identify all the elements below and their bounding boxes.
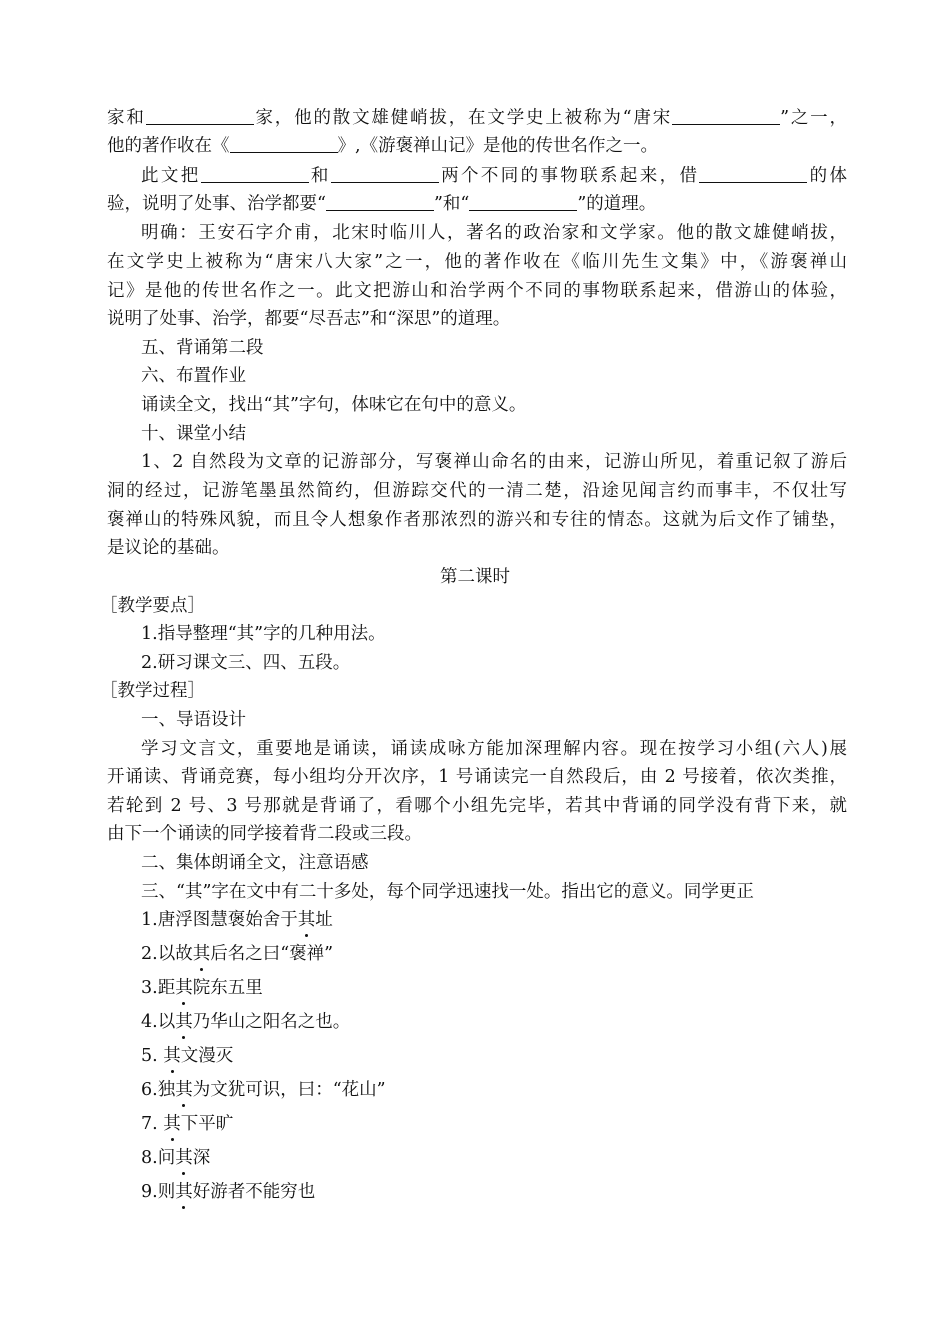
text: 深 [192,1148,211,1168]
emphasized-char: 其 [175,1080,193,1100]
example-sentence [141,942,333,966]
text: 家，他的散文雄健峭拔，在文学史上被称为“唐宋 [253,108,673,128]
text: 他的著作收在《 [107,136,230,156]
text: 验，说明了处事、治学都要“ [107,194,326,214]
summary-line: 1、2 自然段为文章的记游部分，写褒禅山命名的由来，记游山所见，着重记叙了游后 [141,452,847,472]
lesson-title: 第二课时 [440,567,510,587]
emphasized-char: 其 [297,910,316,930]
text: 家和 [107,108,146,128]
example-sentence [141,1078,386,1102]
answer-paragraph-line: 在文学史上被称为“唐宋八大家”之一，他的著作收在《临川先生文集》中，《游褒禅山 [107,252,847,272]
text: 两个不同的事物联系起来，借 [438,166,700,186]
intro-paragraph-line: 由下一个诵读的同学接着背二段或三段。 [107,824,422,844]
process-heading: ［教学过程］ [100,681,205,701]
text: 文漫灭 [180,1046,234,1066]
text: 下平旷 [180,1114,234,1134]
text: ”之一， [780,108,847,128]
summary-line: 褒禅山的特殊风貌，而且令人想象作者那浓烈的游兴和专往的情态。这就为后文作了铺垫， [107,510,847,530]
question-line-2 [107,134,658,158]
step-heading: 三、“其”字在文中有二十多处，每个同学迅速找一处。指出它的意义。同学更正 [141,882,754,902]
example-sentence [141,1146,210,1170]
step-heading: 二、集体朗诵全文，注意语感 [141,853,369,873]
summary-line: 是议论的基础。 [107,538,230,558]
text: 乃华山之阳名之也。 [192,1012,351,1032]
intro-paragraph-line: 学习文言文，重要地是诵读，诵读成咏方能加深理解内容。现在按学习小组(六人)展 [141,739,847,759]
step-heading: 一、导语设计 [141,710,246,730]
text: 为文犹可识，曰：“花山” [192,1080,386,1100]
text: 的体 [807,166,848,186]
text: 4.以 [141,1012,176,1032]
step-heading: 六、布置作业 [141,366,246,386]
text: 9.则 [141,1182,176,1202]
text: 和 [308,166,331,186]
text: ”和“ [433,194,470,214]
example-sentence [141,1180,315,1204]
example-sentence [141,1044,233,1068]
answer-blank[interactable] [699,166,807,183]
text: 好游者不能穷也 [192,1182,316,1202]
emphasized-char: 其 [175,1012,193,1032]
intro-paragraph-line: 开诵读、背诵竞赛，每小组均分开次序，1 号诵读完一自然段后，由 2 号接着，依次类推， [107,767,847,787]
text: 8.问 [141,1148,176,1168]
question-line-3 [141,164,847,188]
answer-blank[interactable] [672,108,780,125]
step-heading: 五、背诵第二段 [141,338,264,358]
text: 6.独 [141,1080,176,1100]
example-sentence [141,1112,233,1136]
example-sentence [141,976,263,1000]
text: 院东五里 [192,978,263,998]
answer-blank[interactable] [331,166,439,183]
key-points-heading: ［教学要点］ [100,596,205,616]
answer-blank[interactable] [469,194,577,211]
emphasized-char: 其 [163,1114,181,1134]
answer-paragraph-line: 记》是他的传世名作之一。此文把游山和治学两个不同的事物联系起来，借游山的体验， [107,281,847,301]
intro-paragraph-line: 若轮到 2 号、3 号那就是背诵了，看哪个小组先完毕，若其中背诵的同学没有背下来，就 [107,796,847,816]
answer-blank[interactable] [201,166,309,183]
text: 此文把 [141,166,201,186]
example-sentence [141,908,333,932]
key-point: 2.研习课文三、四、五段。 [141,653,351,673]
answer-blank[interactable] [146,108,254,125]
text: 》,《游褒禅山记》是他的传世名作之一。 [337,136,659,156]
answer-paragraph-line: 说明了处事、治学，都要“尽吾志”和“深思”的道理。 [107,309,511,329]
answer-blank[interactable] [326,194,434,211]
text: 3.距 [141,978,176,998]
key-point: 1.指导整理“其”字的几种用法。 [141,624,386,644]
text: 后名之曰“褒禅” [210,944,334,964]
text: 1.唐浮图慧褒始舍于 [141,910,298,930]
homework-text: 诵读全文，找出“其”字句，体味它在句中的意义。 [141,395,527,415]
question-line-1 [107,106,847,130]
emphasized-char: 其 [175,1182,193,1202]
text: 7. [141,1114,164,1134]
text: 址 [315,910,333,930]
emphasized-char: 其 [192,944,211,964]
emphasized-char: 其 [175,978,193,998]
emphasized-char: 其 [163,1046,181,1066]
text: 5. [141,1046,164,1066]
question-line-4 [107,192,656,216]
answer-paragraph-line: 明确：王安石字介甫，北宋时临川人，著名的政治家和文学家。他的散文雄健峭拔， [141,223,847,243]
step-heading: 十、课堂小结 [141,424,246,444]
text: ”的道理。 [577,194,657,214]
text: 2.以故 [141,944,193,964]
summary-line: 洞的经过，记游笔墨虽然简约，但游踪交代的一清二楚，沿途见闻言约而事丰，不仅壮写 [107,481,847,501]
example-sentence [141,1010,350,1034]
emphasized-char: 其 [175,1148,193,1168]
answer-blank[interactable] [230,136,338,153]
